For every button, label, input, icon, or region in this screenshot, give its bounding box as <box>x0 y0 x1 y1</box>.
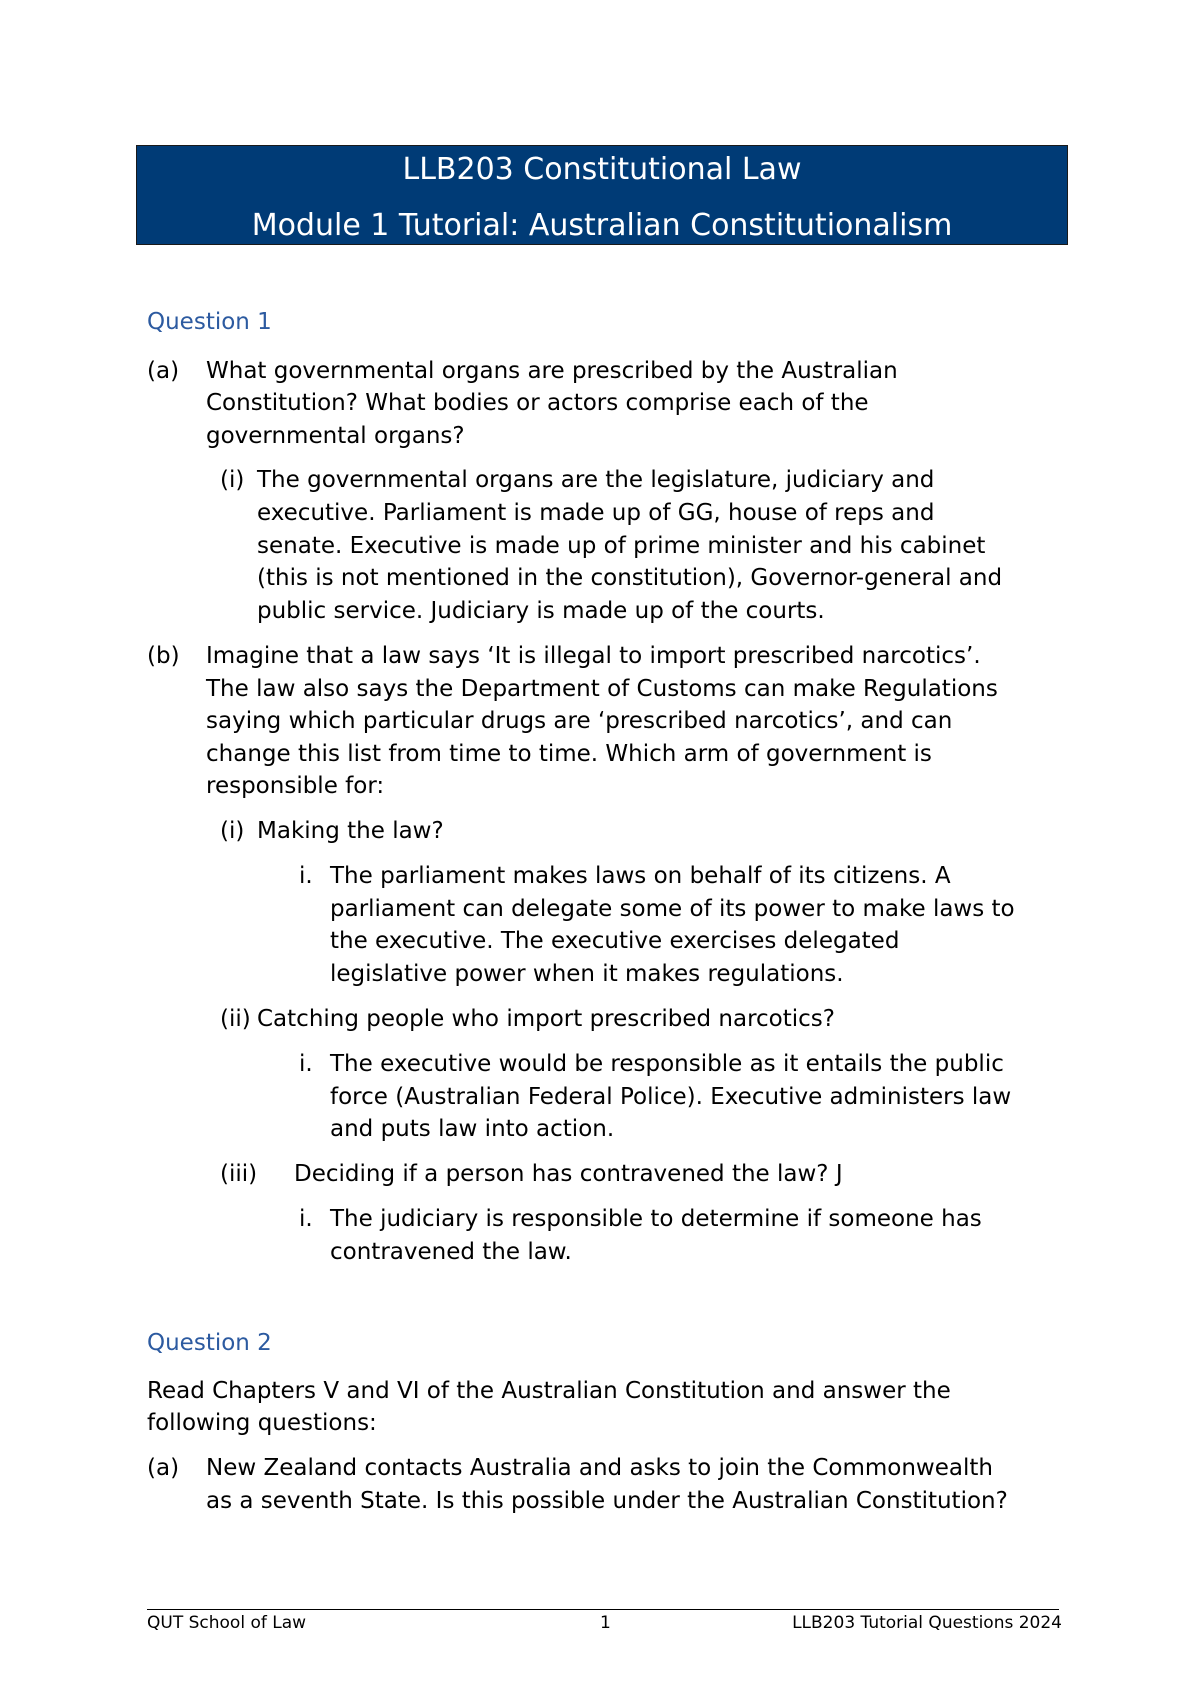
module-title: Module 1 Tutorial: Australian Constitutionalism <box>251 208 953 243</box>
q1-b-text-line: responsible for: <box>206 773 385 799</box>
q2-a-label: (a) <box>147 1455 180 1481</box>
q2-a-text-line: New Zealand contacts Australia and asks to join the Commonwealth <box>206 1455 993 1481</box>
q1-b-iii-answer-line: contravened the law. <box>330 1239 572 1265</box>
q1-b-iii-question: Deciding if a person has contravened the law? J <box>294 1161 843 1187</box>
q1-a-answer-line: The governmental organs are the legislature, judiciary and <box>257 467 935 493</box>
q1-b-iii-answer-label: i. <box>299 1206 313 1232</box>
question-2-heading: Question 2 <box>147 1330 272 1356</box>
footer-page-number: 1 <box>600 1613 611 1633</box>
q1-b-ii-question: Catching people who import prescribed narcotics? <box>257 1006 835 1032</box>
q1-b-i-answer-line: The parliament makes laws on behalf of its citizens. A <box>330 863 951 889</box>
q1-b-ii-answer-label: i. <box>299 1051 313 1077</box>
q2-intro-line: following questions: <box>147 1410 377 1436</box>
q1-b-text-line: change this list from time to time. Which arm of government is <box>206 741 932 767</box>
q1-b-i-answer-line: parliament can delegate some of its power to make laws to <box>330 896 1015 922</box>
q1-a-answer-line: (this is not mentioned in the constitution), Governor-general and <box>257 565 1003 591</box>
q1-b-text-line: Imagine that a law says ‘It is illegal to import prescribed narcotics’. <box>206 643 981 669</box>
q1-a-answer-line: senate. Executive is made up of prime minister and his cabinet <box>257 533 986 559</box>
q1-a-answer-line: public service. Judiciary is made up of the courts. <box>257 598 825 624</box>
q1-b-ii-label: (ii) <box>220 1006 251 1032</box>
q1-b-iii-label: (iii) <box>220 1161 258 1187</box>
q1-a-answer-label: (i) <box>220 467 245 493</box>
footer-course: LLB203 Tutorial Questions 2024 <box>792 1613 1062 1633</box>
q1-a-answer-line: executive. Parliament is made up of GG, house of reps and <box>257 500 935 526</box>
q1-b-ii-answer-line: and puts law into action. <box>330 1116 615 1142</box>
footer-school: QUT School of Law <box>147 1613 307 1633</box>
q1-b-ii-answer-line: The executive would be responsible as it entails the public <box>330 1051 1004 1077</box>
q1-b-i-answer-label: i. <box>299 863 313 889</box>
q1-b-i-question: Making the law? <box>257 818 444 844</box>
q1-b-text-line: saying which particular drugs are ‘prescribed narcotics’, and can <box>206 708 953 734</box>
q1-a-text-line: governmental organs? <box>206 423 465 449</box>
q1-b-i-label: (i) <box>220 818 245 844</box>
question-1-heading: Question 1 <box>147 309 272 335</box>
q2-a-text-line: as a seventh State. Is this possible under the Australian Constitution? <box>206 1488 1008 1514</box>
q1-a-text-line: Constitution? What bodies or actors comprise each of the <box>206 390 869 416</box>
course-title: LLB203 Constitutional Law <box>402 152 802 187</box>
q1-b-label: (b) <box>147 643 180 669</box>
title-banner <box>136 145 1068 245</box>
q1-b-text-line: The law also says the Department of Customs can make Regulations <box>206 676 998 702</box>
footer-divider <box>147 1609 1059 1610</box>
q2-intro-line: Read Chapters V and VI of the Australian Constitution and answer the <box>147 1378 951 1404</box>
q1-b-i-answer-line: the executive. The executive exercises delegated <box>330 928 900 954</box>
q1-a-text-line: What governmental organs are prescribed by the Australian <box>206 358 898 384</box>
q1-b-iii-answer-line: The judiciary is responsible to determine if someone has <box>330 1206 982 1232</box>
q1-b-i-answer-line: legislative power when it makes regulations. <box>330 961 844 987</box>
q1-b-ii-answer-line: force (Australian Federal Police). Executive administers law <box>330 1084 1012 1110</box>
q1-a-label: (a) <box>147 358 180 384</box>
